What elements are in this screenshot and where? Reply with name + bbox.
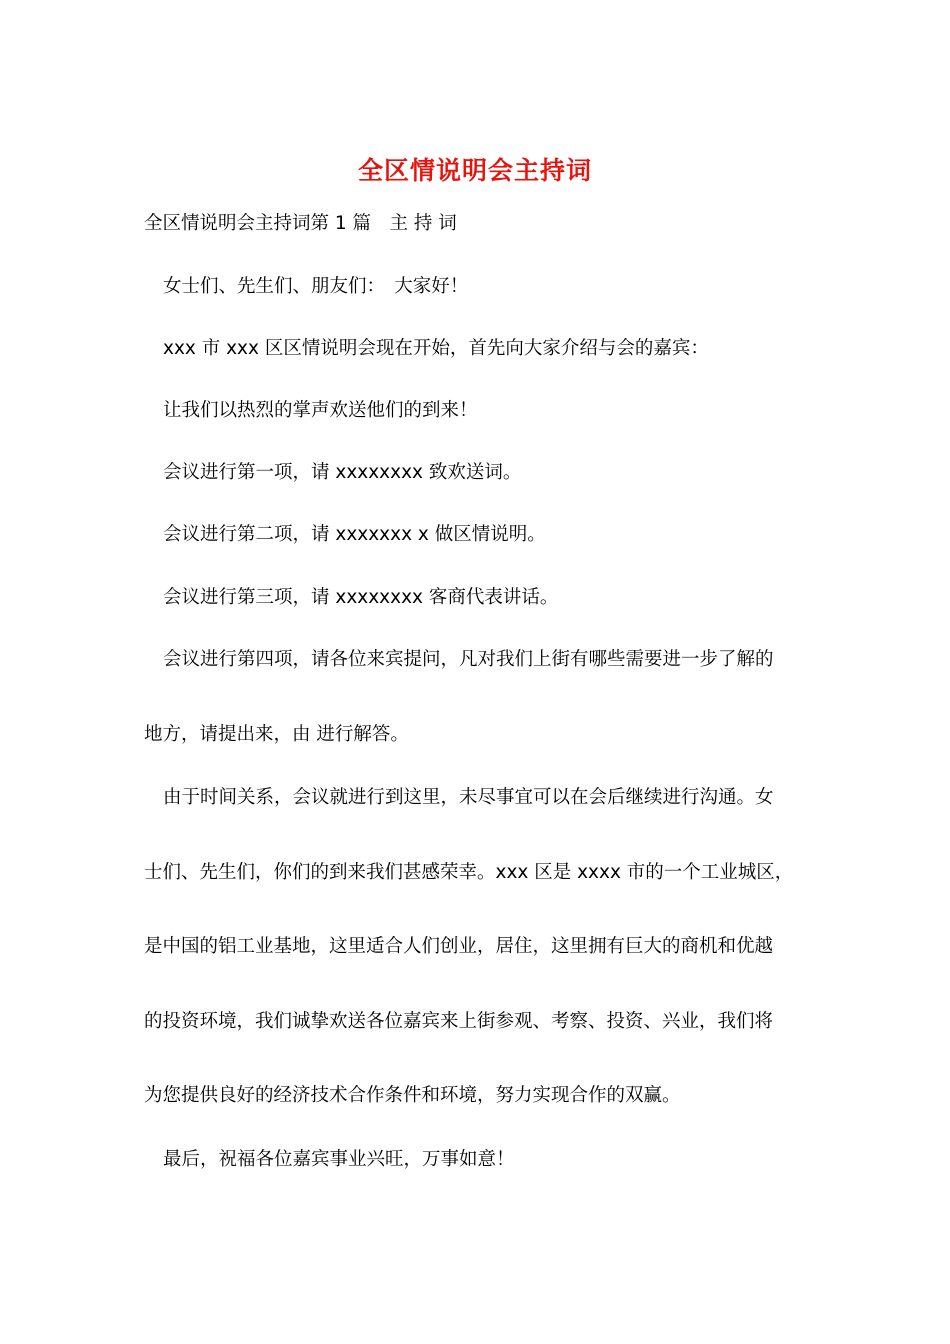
paragraph-line: 地方，请提出来，由 进行解答。 (144, 724, 409, 745)
paragraph-line: 会议进行第四项，请各位来宾提问，凡对我们上街有哪些需要进一步了解的 (163, 649, 774, 670)
paragraph-line: 会议进行第三项，请 xxxxxxxx 客商代表讲话。 (163, 587, 559, 608)
paragraph-line: xxx 市 xxx 区区情说明会现在开始，首先向大家介绍与会的嘉宾： (163, 338, 709, 359)
paragraph-line: 的投资环境，我们诚挚欢送各位嘉宾来上街参观、考察、投资、兴业，我们将 (144, 1011, 774, 1032)
paragraph-line: 为您提供良好的经济技术合作条件和环境，努力实现合作的双赢。 (144, 1085, 681, 1106)
paragraph-line: 士们、先生们，你们的到来我们甚感荣幸。xxx 区是 xxxx 市的一个工业城区， (144, 862, 794, 883)
paragraph-line: 由于时间关系，会议就进行到这里，未尽事宜可以在会后继续进行沟通。女 (163, 787, 774, 808)
document-title: 全区情说明会主持词 (357, 156, 592, 185)
paragraph-line: 会议进行第二项，请 xxxxxxx x 做区情说明。 (163, 524, 546, 545)
greeting-line: 女士们、先生们、朋友们： 大家好！ (163, 276, 469, 297)
closing-line: 最后，祝福各位嘉宾事业兴旺，万事如意！ (163, 1149, 515, 1170)
subtitle-line: 全区情说明会主持词第 1 篇 主 持 词 (144, 213, 457, 234)
paragraph-line: 是中国的铝工业基地，这里适合人们创业，居住，这里拥有巨大的商机和优越 (144, 936, 774, 957)
paragraph-line: 会议进行第一项，请 xxxxxxxx 致欢送词。 (163, 462, 522, 483)
paragraph-line: 让我们以热烈的掌声欢送他们的到来！ (163, 400, 478, 421)
